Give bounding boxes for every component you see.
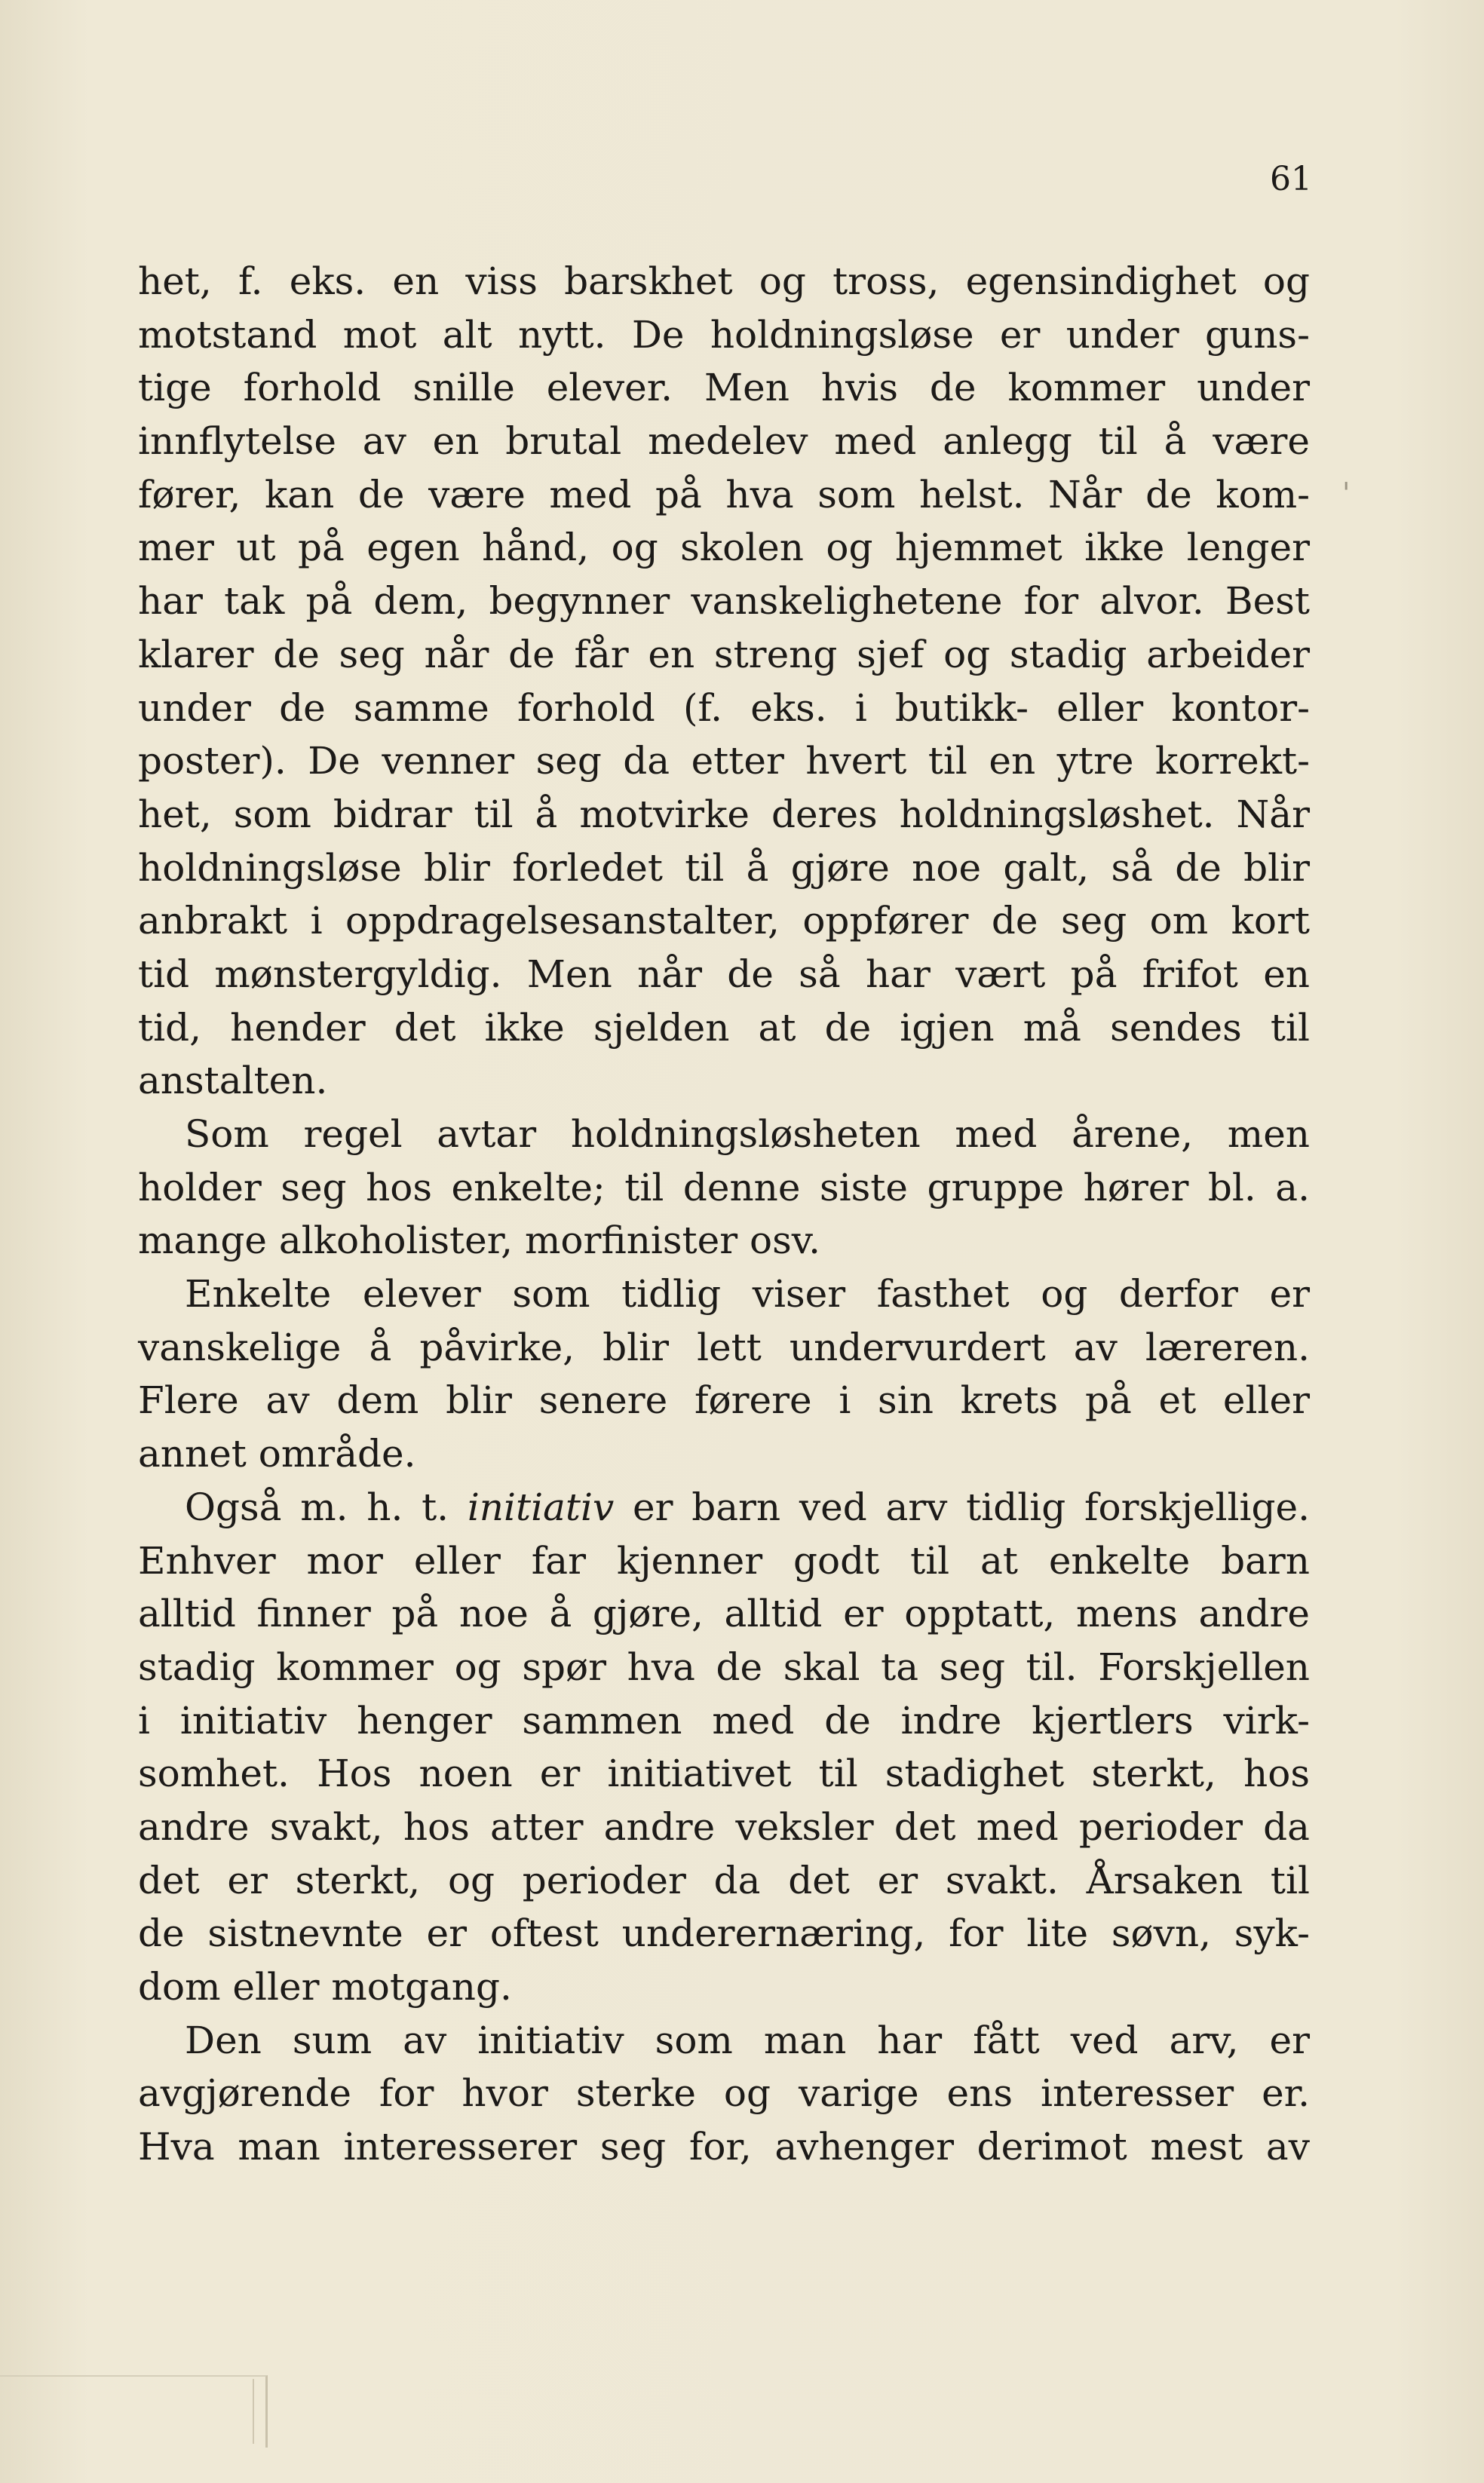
- text-line: det er sterkt, og perioder da det er svakt. Årsaken til: [138, 1858, 1310, 1902]
- text-line: tid mønstergyldig. Men når de så har vært på frifot en: [138, 952, 1310, 996]
- text-line: i initiativ henger sammen med de indre kjertlers virk-: [138, 1698, 1310, 1743]
- line-trail-text: er barn ved arv tidlig forskjellige.: [632, 1485, 1310, 1529]
- text-line: fører, kan de være med på hva som helst. Når de kom-: [138, 472, 1310, 517]
- text-line: alltid finner på noe å gjøre, alltid er opptatt, mens andre: [138, 1592, 1310, 1636]
- body-text: [138, 255, 1310, 2174]
- margin-tick: ': [1342, 477, 1351, 510]
- paragraph-start-line: Som regel avtar holdningsløsheten med årene, men: [185, 1112, 1310, 1156]
- text-line: mer ut på egen hånd, og skolen og hjemmet ikke lenger: [138, 526, 1310, 570]
- paragraph-start-line: Den sum av initiativ som man har fått ved arv, er: [185, 2018, 1310, 2062]
- paragraph-start-line: [138, 1481, 1310, 1534]
- paragraph-start-line: Enkelte elever som tidlig viser fasthet og derfor er: [185, 1272, 1310, 1317]
- text-line: holder seg hos enkelte; til denne siste gruppe hører bl. a.: [138, 1165, 1310, 1209]
- line-lead-text: Også m. h. t.: [185, 1485, 449, 1529]
- text-line: under de samme forhold (f. eks. i butikk- eller kontor-: [138, 685, 1310, 730]
- paragraph-end-line: dom eller motgang.: [138, 1965, 512, 2009]
- text-line: Enhver mor eller far kjenner godt til at enkelte barn: [138, 1538, 1310, 1583]
- scan-margin-frame: [0, 2375, 268, 2448]
- text-line: het, f. eks. en viss barskhet og tross, egensindighet og: [138, 259, 1310, 303]
- text-line: Flere av dem blir senere førere i sin krets på et eller: [138, 1378, 1310, 1423]
- text-line: avgjørende for hvor sterke og varige ens interesser er.: [138, 2071, 1310, 2116]
- page-number: 61: [1270, 160, 1312, 198]
- text-line: tige forhold snille elever. Men hvis de kommer under: [138, 366, 1310, 410]
- text-line: het, som bidrar til å motvirke deres holdningsløshet. Når: [138, 792, 1310, 836]
- paragraph-end-line: mange alkoholister, morfinister osv.: [138, 1219, 821, 1263]
- emphasized-term: initiativ: [467, 1485, 615, 1529]
- text-line: vanskelige å påvirke, blir lett undervurdert av læreren.: [138, 1325, 1310, 1369]
- text-line: har tak på dem, begynner vanskelighetene for alvor. Best: [138, 579, 1310, 624]
- text-line: andre svakt, hos atter andre veksler det med perioder da: [138, 1804, 1310, 1849]
- paragraph-end-line: annet område.: [138, 1432, 416, 1476]
- text-line: somhet. Hos noen er initiativet til stadighet sterkt, hos: [138, 1752, 1310, 1796]
- text-line: innflytelse av en brutal medelev med anlegg til å være: [138, 419, 1310, 464]
- text-line: de sistnevnte er oftest underernæring, for lite søvn, syk-: [138, 1911, 1310, 1956]
- text-line: tid, hender det ikke sjelden at de igjen må sendes til: [138, 1005, 1310, 1050]
- scan-margin-rule: [253, 2379, 259, 2444]
- text-line: holdningsløse blir forledet til å gjøre noe galt, så de blir: [138, 845, 1310, 890]
- text-line: stadig kommer og spør hva de skal ta seg til. Forskjellen: [138, 1645, 1310, 1689]
- text-line: motstand mot alt nytt. De holdningsløse er under guns-: [138, 312, 1310, 357]
- paragraph-end-line: anstalten.: [138, 1059, 328, 1103]
- text-line: Hva man interesserer seg for, avhenger derimot mest av: [138, 2125, 1310, 2169]
- text-line: klarer de seg når de får en streng sjef og stadig arbeider: [138, 632, 1310, 676]
- text-line: anbrakt i oppdragelsesanstalter, oppfører de seg om kort: [138, 899, 1310, 943]
- text-line: poster). De venner seg da etter hvert til en ytre korrekt-: [138, 739, 1310, 783]
